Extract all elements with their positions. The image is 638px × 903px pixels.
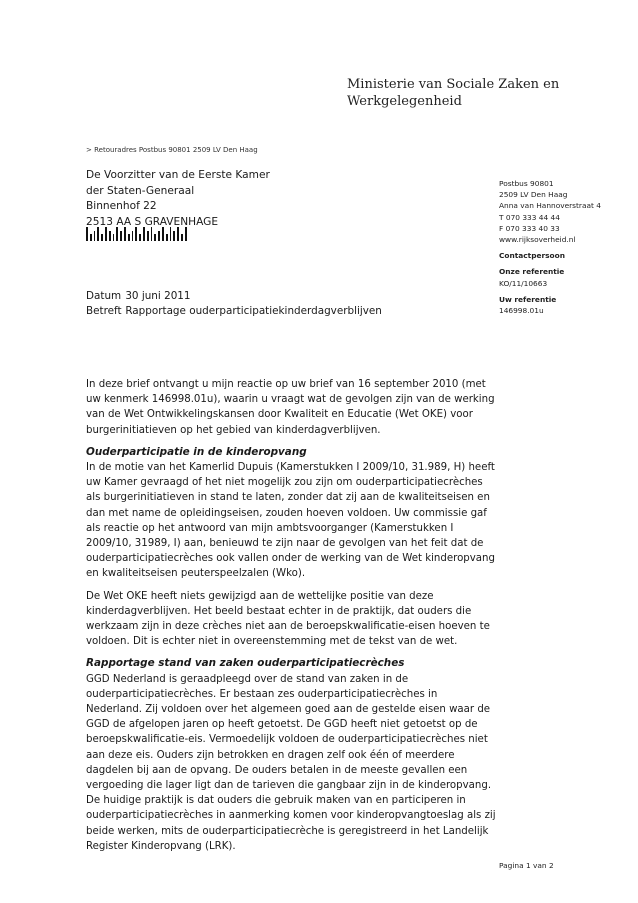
- sender-fax: F 070 333 40 33: [499, 223, 560, 233]
- date-value: 30 juni 2011: [125, 290, 191, 302]
- sender-phone: T 070 333 44 44: [499, 212, 560, 222]
- contact-label: Contactpersoon: [499, 251, 565, 261]
- sender-website: www.rijksoverheid.nl: [499, 235, 576, 245]
- your-reference-label: Uw referentie: [499, 294, 557, 304]
- subject-value: Rapportage ouderparticipatiekinderdagverblijven: [125, 304, 382, 317]
- body-paragraph: In de motie van het Kamerlid Dupuis (Kamerstukken I 2009/10, 31.989, H) heeft uw Kamer gevraagd of het niet mogelijk zou zijn om ouderparticipatiecrèches als burgerinitiatieven in stand te laten, zonder dat zij aan de kwaliteitseisen en dan met name de opleidingseisen, zouden hoeven voldoen. Uw commissie gaf als reactie op het antwoord van mijn ambtsvoorganger (Kamerstukken I 2009/10, 31989, I) aan, benieuwd te zijn naar de gevolgen van het feit dat de ouderparticipatiecrèches ook vallen onder de werking van de Wet kinderopvang en kwaliteitseisen peuterspeelzalen (Wko).: [86, 462, 495, 580]
- letter-meta: [86, 289, 382, 318]
- section-heading: Ouderparticipatie in de kinderopvang: [86, 445, 307, 458]
- section-heading: Rapportage stand van zaken ouderparticipatiecrèches: [86, 657, 405, 670]
- ministry-name-line1: Ministerie van Sociale Zaken en: [347, 77, 560, 92]
- ministry-letterhead: [347, 76, 587, 110]
- recipient-address: [86, 168, 270, 230]
- body-paragraph: De Wet OKE heeft niets gewijzigd aan de wettelijke positie van deze kinderdagverblijven. Het beeld bestaat echter in de praktijk, dat ouders die werkzaam zijn in deze crèches niet aan de beroepskwalificatie-eisen hoeven te voldoen. Dit is echter niet in overeenstemming met de tekst van de wet.: [86, 590, 490, 648]
- letter-body: [86, 377, 496, 861]
- ministry-name-line2: Werkgelegenheid: [347, 94, 462, 109]
- our-reference-value: KO/11/10663: [499, 278, 548, 288]
- return-address: > Retouradres Postbus 90801 2509 LV Den Haag: [86, 146, 258, 154]
- body-paragraph: GGD Nederland is geraadpleegd over de stand van zaken in de ouderparticipatiecrèches. Er bestaan zes ouderparticipatiecrèches in Nederland. Zij voldoen over het algemeen goed aan de gestelde eisen waar de GGD de afgelopen jaren op heeft getoetst. De GGD heeft niet getoetst op de beroepskwalificatie-eis. Vermoedelijk voldoen de ouderparticipatiecrèches niet aan deze eis. Ouders zijn betrokken en dragen zelf ook één of meerdere dagdelen bij aan de opvang. De ouders betalen in de meeste gevallen een vergoeding die lager ligt dan de tarieven die gangbaar zijn in de kinderopvang. De huidige praktijk is dat ouders die gebruik maken van en participeren in ouderparticipatiecrèches in aanmerking komen voor kinderopvangtoeslag als zij beide werken, mits de ouderparticipatiecrèche is geregistreerd in het Landelijk Register Kinderopvang (LRK).: [86, 673, 496, 852]
- sender-address-line: 2509 LV Den Haag: [499, 190, 568, 200]
- recipient-line: 2513 AA S GRAVENHAGE: [86, 215, 219, 228]
- postal-barcode: [86, 227, 196, 241]
- recipient-line: Binnenhof 22: [86, 200, 157, 212]
- page-number: Pagina 1 van 2: [499, 861, 554, 870]
- sender-address-line: Anna van Hannoverstraat 4: [499, 201, 601, 211]
- date-row: [86, 289, 382, 304]
- subject-label: Betreft: [86, 304, 122, 317]
- our-reference-label: Onze referentie: [499, 267, 565, 277]
- sender-info-sidebar: [499, 178, 619, 316]
- subject-row: [86, 304, 382, 319]
- recipient-line: der Staten-Generaal: [86, 184, 195, 197]
- your-reference-value: 146998.01u: [499, 306, 544, 316]
- recipient-line: De Voorzitter van de Eerste Kamer: [86, 169, 270, 181]
- date-label: Datum: [86, 290, 122, 302]
- intro-paragraph: In deze brief ontvangt u mijn reactie op uw brief van 16 september 2010 (met uw kenmerk 146998.01u), waarin u vraagt wat de gevolgen zijn van de werking van de Wet Ontwikkelingskansen door Kwaliteit en Educatie (Wet OKE) voor burgerinitiatieven op het gebied van kinderdagverblijven.: [86, 379, 495, 436]
- sender-address-line: Postbus 90801: [499, 179, 554, 188]
